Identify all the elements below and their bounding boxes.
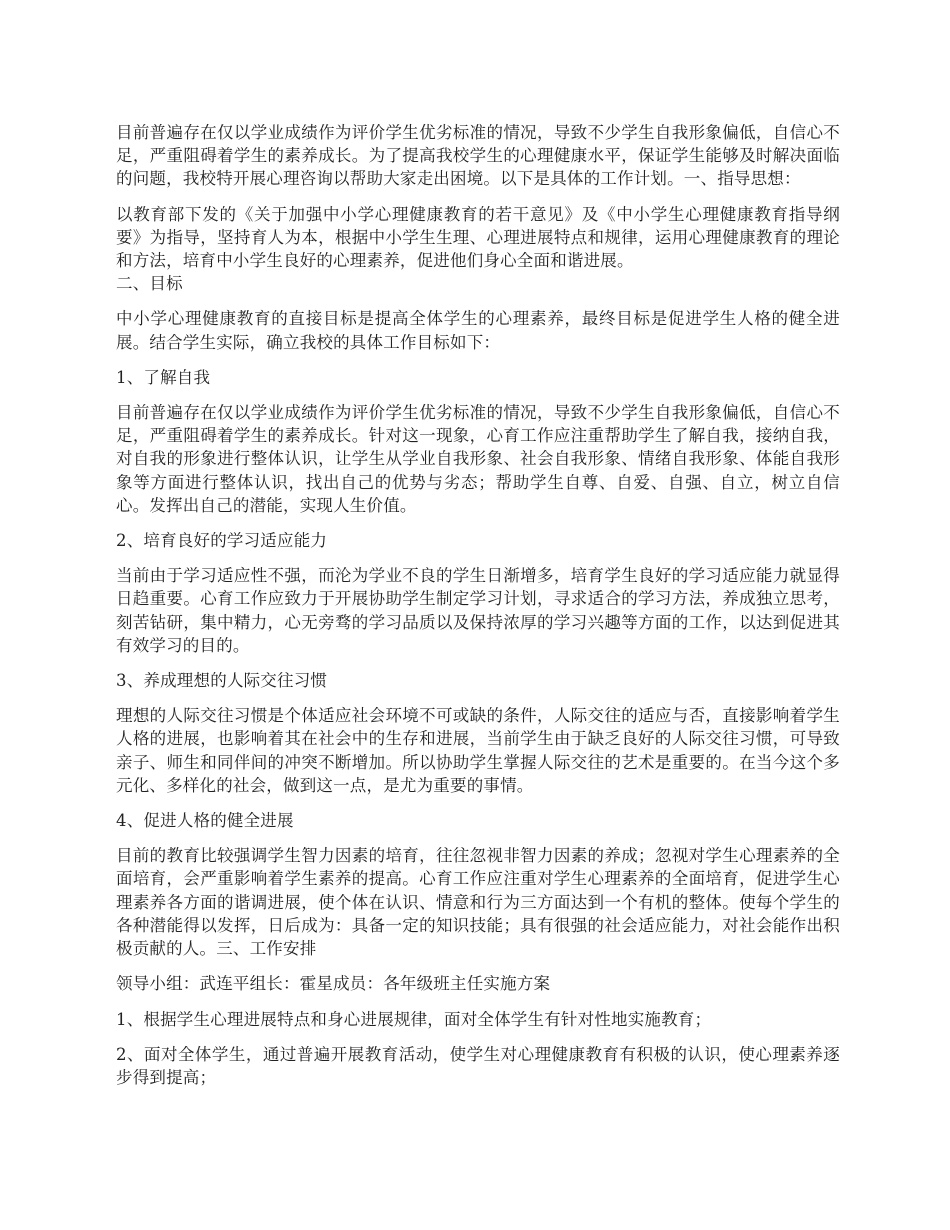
plan-item-2: 2、面对全体学生，通过普遍开展教育活动，使学生对心理健康教育有积极的认识，使心理素养逐步得到提高； bbox=[116, 1044, 840, 1087]
plan-item-1: 1、根据学生心理进展特点和身心进展规律，面对全体学生有针对性地实施教育； bbox=[116, 1009, 712, 1029]
goal-paragraph-1: 目前普遍存在仅以学业成绩作为评价学生优劣标准的情况，导致不少学生自我形象偏低，自信心不足，严重阻碍着学生的素养成长。针对这一现象，心育工作应注重帮助学生了解自我，接纳自我，对自我的形象进行整体认识，让学生从学业自我形象、社会自我形象、情绪自我形象、体能自我形象等方面进行整体认识，找出自己的优势与劣态；帮助学生自尊、自爱、自强、自立，树立自信心。发挥出自己的潜能，实现人生价值。 bbox=[116, 403, 840, 515]
section-heading-goals: 二、目标 bbox=[116, 274, 183, 294]
goal-heading-1: 1、了解自我 bbox=[116, 367, 211, 387]
guiding-thought-paragraph: 以教育部下发的《关于加强中小学心理健康教育的若干意见》及《中小学生心理健康教育指导纲要》为指导，坚持育人为本，根据中小学生生理、心理进展特点和规律，运用心理健康教育的理论和方法，培育中小学生良好的心理素养，促进他们身心全面和谐进展。 bbox=[116, 204, 840, 271]
goal-paragraph-4: 目前的教育比较强调学生智力因素的培育，往往忽视非智力因素的养成；忽视对学生心理素养的全面培育，会严重影响着学生素养的提高。心育工作应注重对学生心理素养的全面培育，促进学生心理素养各方面的谐调进展，使个体在认识、情意和行为三方面达到一个有机的整体。使每个学生的各种潜能得以发挥，日后成为：具备一定的知识技能；具有很强的社会适应能力，对社会能作出积极贡献的人。三、工作安排 bbox=[116, 846, 840, 959]
intro-paragraph: 目前普遍存在仅以学业成绩作为评价学生优劣标准的情况，导致不少学生自我形象偏低，自信心不足，严重阻碍着学生的素养成长。为了提高我校学生的心理健康水平，保证学生能够及时解决面临的问题，我校特开展心理咨询以帮助大家走出困境。以下是具体的工作计划。一、指导思想： bbox=[116, 123, 840, 189]
goal-heading-3: 3、养成理想的人际交往习惯 bbox=[116, 671, 328, 691]
goal-paragraph-2: 当前由于学习适应性不强，而沦为学业不良的学生日渐增多，培育学生良好的学习适应能力就显得日趋重要。心育工作应致力于开展协助学生制定学习计划，寻求适合的学习方法，养成独立思考，刻苦钻研，集中精力，心无旁骛的学习品质以及保持浓厚的学习兴趣等方面的工作，以达到促进其有效学习的目的。 bbox=[116, 566, 840, 655]
goal-heading-4: 4、促进人格的健全进展 bbox=[116, 811, 294, 831]
goals-paragraph: 中小学心理健康教育的直接目标是提高全体学生的心理素养，最终目标是促进学生人格的健全进展。结合学生实际，确立我校的具体工作目标如下： bbox=[116, 309, 840, 352]
goal-paragraph-3: 理想的人际交往习惯是个体适应社会环境不可或缺的条件，人际交往的适应与否，直接影响着学生人格的进展，也影响着其在社会中的生存和进展，当前学生由于缺乏良好的人际交往习惯，可导致亲子、师生和同伴间的冲突不断增加。所以协助学生掌握人际交往的艺术是重要的。在当今这个多元化、多样化的社会，做到这一点，是尤为重要的事情。 bbox=[116, 706, 840, 795]
leadership-group-line: 领导小组：武连平组长：霍星成员：各年级班主任实施方案 bbox=[116, 974, 551, 994]
goal-heading-2: 2、培育良好的学习适应能力 bbox=[116, 531, 328, 551]
